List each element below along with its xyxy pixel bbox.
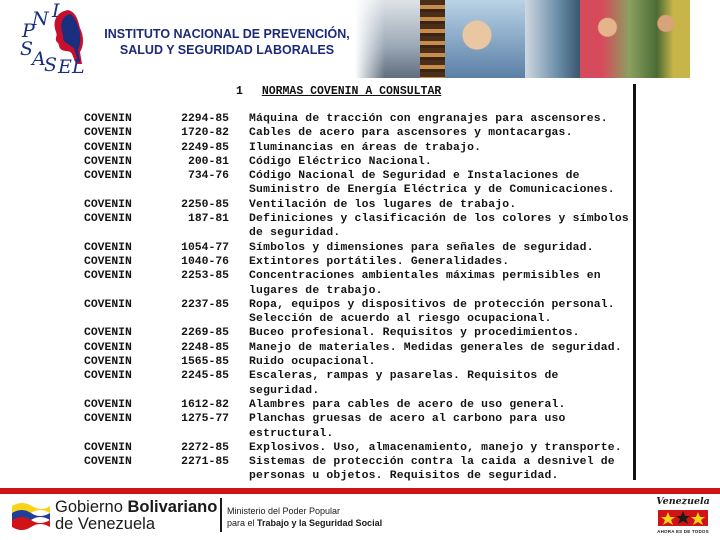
standard-row [84, 341, 632, 355]
standard-row [84, 226, 632, 240]
standard-code: 734-76 [187, 170, 229, 183]
footer-separator [220, 498, 222, 532]
standard-prefix: COVENIN [84, 341, 132, 354]
standard-code: 1040-76 [181, 255, 229, 268]
standard-code: 2249-85 [181, 141, 229, 154]
standard-prefix: COVENIN [84, 213, 132, 226]
standard-row [84, 212, 632, 226]
standard-prefix: COVENIN [84, 113, 132, 125]
standard-code [154, 469, 229, 483]
ministry-line1: Ministerio del Poder Popular [227, 506, 341, 516]
standard-code: 2248-85 [181, 341, 229, 354]
standard-code: 2271-85 [181, 456, 229, 469]
logo-letter: P [22, 20, 35, 42]
header [0, 0, 720, 80]
standard-code: 1054-77 [181, 241, 229, 254]
standard-description: Escaleras, rampas y pasarelas. Requisitos de seguridad. [249, 370, 559, 397]
government-name-a: Gobierno [55, 498, 128, 516]
inpsasel-logo [18, 2, 98, 76]
logo-letter: A [32, 48, 46, 70]
standard-code: 1275-77 [181, 413, 229, 426]
standard-prefix: COVENIN [84, 255, 132, 268]
standard-description: estructural. [249, 427, 334, 440]
standard-row [84, 198, 632, 212]
standard-description: Ruido ocupacional. [249, 356, 376, 369]
standard-description: personas u objetos. Requisitos de seguridad. [249, 470, 559, 483]
venezuela-word: Venezuela [656, 496, 710, 507]
standard-description: Extintores portátiles. Generalidades. [249, 255, 510, 268]
standard-row [84, 284, 632, 298]
standard-row [84, 427, 632, 441]
institute-name [96, 26, 358, 58]
standard-description: Suministro de Energía Eléctrica y de Comunicaciones. [249, 184, 615, 197]
photo-welder [445, 0, 525, 78]
standard-description: Máquina de tracción con engranajes para ascensores. [249, 113, 608, 125]
photo-machinery [525, 0, 580, 78]
standard-row [84, 398, 632, 412]
government-name-b: Bolivariano [127, 498, 218, 516]
standard-prefix [84, 183, 154, 197]
standard-prefix: COVENIN [84, 413, 132, 426]
standard-prefix [84, 312, 154, 326]
standard-prefix: COVENIN [84, 241, 132, 254]
standard-code: 1565-85 [181, 356, 229, 369]
ministry-line2-a: para el [227, 518, 258, 528]
stars-icon [658, 508, 708, 528]
standard-description: Selección de acuerdo al riesgo ocupacional. [249, 313, 552, 326]
document-edge-rule [633, 84, 636, 480]
ministry-line2-b: Trabajo y la Seguridad Social [257, 518, 383, 528]
standard-row [84, 183, 632, 197]
standard-prefix: COVENIN [84, 127, 132, 140]
standard-code: 2269-85 [181, 327, 229, 340]
standard-description: lugares de trabajo. [249, 284, 383, 297]
standard-code [154, 284, 229, 298]
standard-description: Ropa, equipos y dispositivos de protección personal. [249, 298, 615, 311]
standard-description: Planchas gruesas de acero al carbono para uso [249, 413, 566, 426]
photo-fade [355, 0, 385, 78]
logo-letter: E [58, 56, 72, 78]
venezuela-tagline: AHORA ES DE TODOS [657, 529, 709, 534]
logo-letter: S [44, 54, 58, 76]
standard-row [84, 298, 632, 312]
standard-code [154, 226, 229, 240]
standard-prefix: COVENIN [84, 398, 132, 411]
standard-code: 2272-85 [181, 441, 229, 454]
standard-prefix [84, 284, 154, 298]
standard-code [154, 183, 229, 197]
standard-row [84, 241, 632, 255]
standard-description: Símbolos y dimensiones para señales de seguridad. [249, 241, 594, 254]
scanned-document [84, 82, 640, 482]
standard-row [84, 255, 632, 269]
venezuela-logo [652, 496, 714, 538]
standard-prefix [84, 226, 154, 240]
header-photo-strip [355, 0, 690, 78]
standard-prefix: COVENIN [84, 356, 132, 369]
footer [0, 494, 720, 540]
institute-name-line2: SALUD Y SEGURIDAD LABORALES [119, 43, 335, 57]
standard-row [84, 141, 632, 155]
standard-code: 2245-85 [181, 370, 229, 383]
standard-code: 187-81 [187, 213, 229, 226]
standard-code: 2250-85 [181, 198, 229, 211]
standard-code: 200-81 [187, 155, 229, 168]
institute-name-line1: INSTITUTO NACIONAL DE PREVENCIÓN, [104, 27, 350, 41]
logo-letter: L [72, 56, 85, 78]
photo-field-workers [580, 0, 690, 78]
standard-code: 2294-85 [181, 113, 229, 125]
standard-row [84, 369, 632, 398]
heading-number: 1 [236, 85, 243, 98]
standards-list [84, 112, 632, 484]
standard-code [154, 427, 229, 441]
standard-description: Código Nacional de Seguridad e Instalaciones de [249, 170, 580, 183]
standard-row [84, 441, 632, 455]
standard-row [84, 269, 632, 283]
standard-description: Definiciones y clasificación de los colores y símbolos [249, 213, 629, 226]
standard-code: 1720-82 [181, 127, 229, 140]
standard-row [84, 412, 632, 426]
standard-description: Buceo profesional. Requisitos y procedimientos. [249, 327, 580, 340]
standard-description: Explosivos. Uso, almacenamiento, manejo y transporte. [249, 441, 622, 454]
standard-code: 2253-85 [181, 270, 229, 283]
standard-row [84, 355, 632, 369]
standard-code [154, 312, 229, 326]
logo-letter: I [52, 0, 60, 22]
standard-description: Concentraciones ambientales máximas permisibles en [249, 270, 601, 283]
standard-description: Cables de acero para ascensores y montacargas. [249, 127, 573, 140]
standard-description: Iluminancias en áreas de trabajo. [249, 141, 482, 154]
standard-prefix: COVENIN [84, 298, 132, 311]
standard-description: Sistemas de protección contra la caida a desnivel de [249, 456, 615, 469]
standard-description: de seguridad. [249, 227, 341, 240]
standard-code: 2237-85 [181, 298, 229, 311]
ministry-line2 [227, 518, 382, 528]
standard-row [84, 455, 632, 469]
document-heading [236, 85, 441, 98]
standard-row [84, 126, 632, 140]
standard-prefix: COVENIN [84, 456, 132, 469]
standard-prefix: COVENIN [84, 327, 132, 340]
standard-description: Código Eléctrico Nacional. [249, 155, 432, 168]
heading-title: NORMAS COVENIN A CONSULTAR [261, 85, 442, 98]
standard-prefix: COVENIN [84, 441, 132, 454]
logo-letter: N [32, 8, 49, 30]
standard-description: Ventilación de los lugares de trabajo. [249, 198, 517, 211]
venezuela-flag-icon [12, 500, 50, 530]
standard-row [84, 326, 632, 340]
standard-prefix: COVENIN [84, 141, 132, 154]
logo-letter: S [20, 38, 34, 60]
standard-prefix: COVENIN [84, 170, 132, 183]
standard-prefix: COVENIN [84, 198, 132, 211]
standard-prefix: COVENIN [84, 370, 132, 383]
standard-prefix: COVENIN [84, 270, 132, 283]
standard-row [84, 312, 632, 326]
standard-prefix: COVENIN [84, 155, 132, 168]
standard-description: Alambres para cables de acero de uso general. [249, 398, 566, 411]
standard-row [84, 155, 632, 169]
standard-description: Manejo de materiales. Medidas generales de seguridad. [249, 341, 622, 354]
standard-code: 1612-82 [181, 398, 229, 411]
standard-prefix [84, 427, 154, 441]
standard-prefix [84, 469, 154, 483]
government-country: de Venezuela [55, 515, 156, 533]
standard-row [84, 169, 632, 183]
standard-row [84, 469, 632, 483]
photo-cables [420, 0, 445, 78]
standard-row [84, 112, 632, 126]
